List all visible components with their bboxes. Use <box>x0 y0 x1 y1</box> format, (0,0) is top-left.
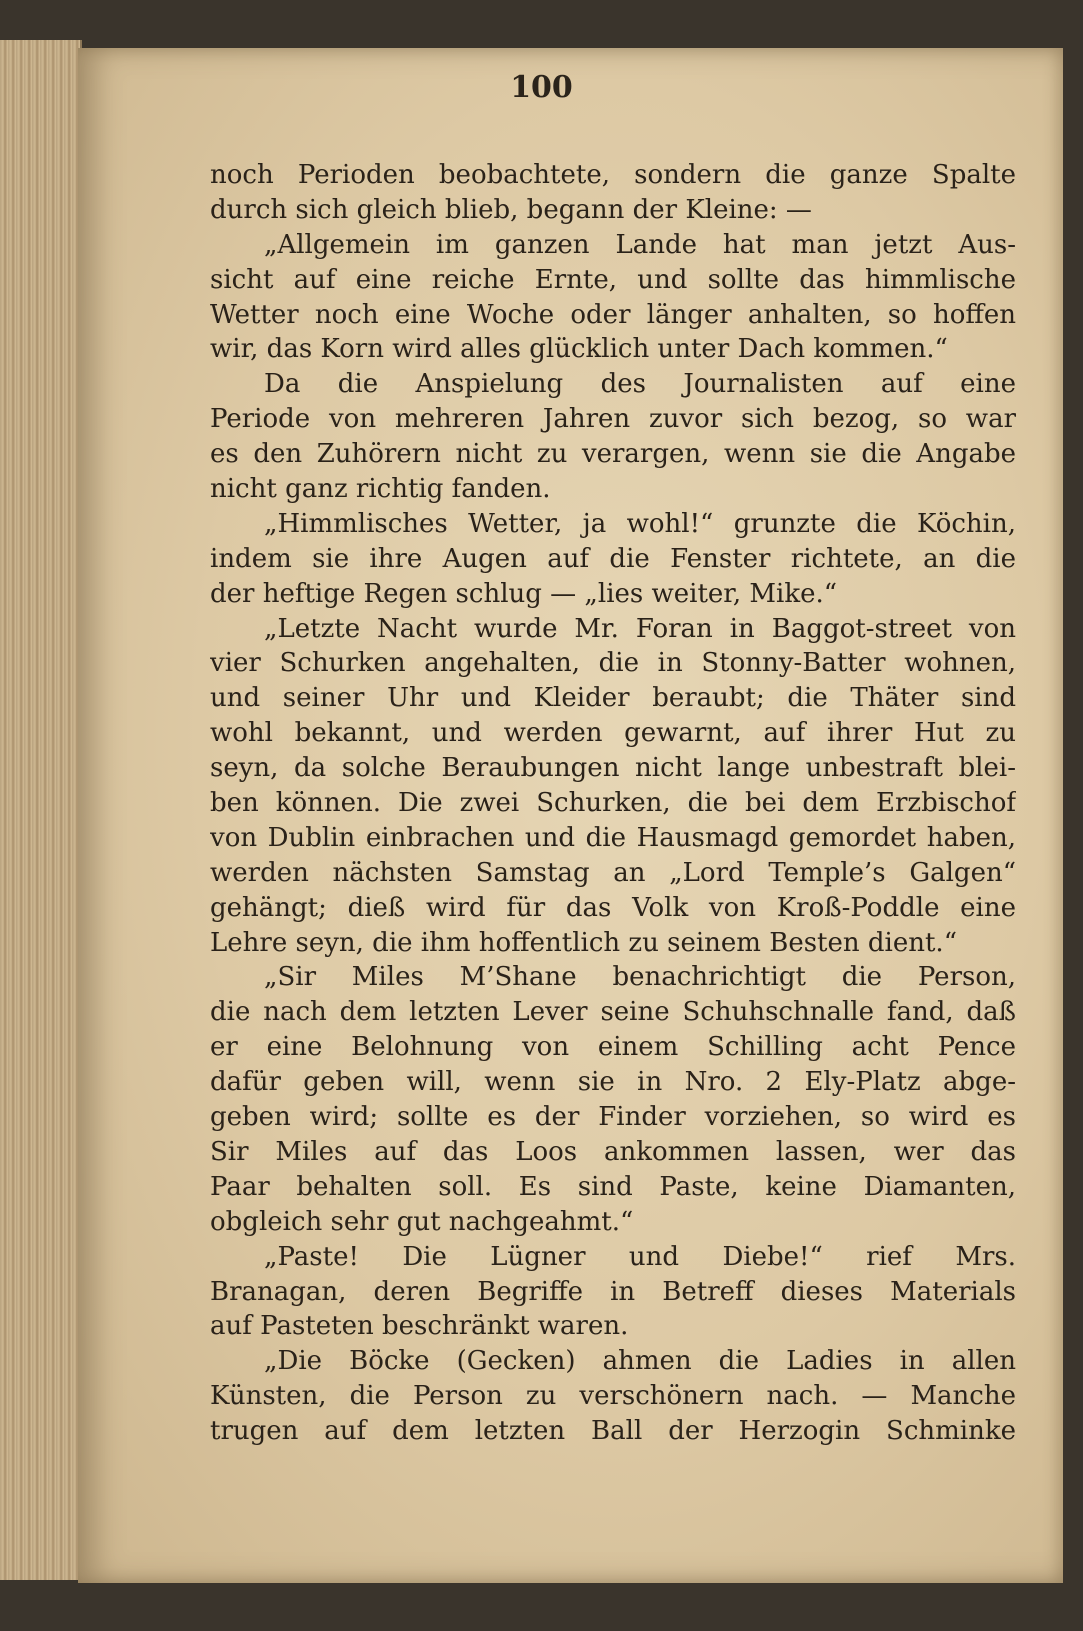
text-line: auf Pasteten beschränkt waren. <box>210 1311 629 1342</box>
text-line: nicht ganz richtig fanden. <box>210 474 551 505</box>
text-line: Sir Miles auf das Loos ankommen lassen, wer das <box>210 1136 1016 1167</box>
text-line: obgleich sehr gut nachgeahmt.“ <box>210 1206 634 1237</box>
text-line: wohl bekannt, und werden gewarnt, auf ihrer Hut zu <box>210 718 1016 749</box>
text-line: „Allgemein im ganzen Lande hat man jetzt Aus- <box>264 229 1016 260</box>
text-line: trugen auf dem letzten Ball der Herzogin Schminke <box>210 1416 1016 1447</box>
text-line: sicht auf eine reiche Ernte, und sollte das himmlische <box>210 264 1016 295</box>
text-line: Lehre seyn, die ihm hoffentlich zu seinem Besten dient.“ <box>210 927 957 958</box>
text-line: „Sir Miles M’Shane benachrichtigt die Person, <box>264 962 1016 993</box>
text-line: Paar behalten soll. Es sind Paste, keine Diamanten, <box>210 1171 1016 1202</box>
text-line: „Himmlisches Wetter, ja wohl!“ grunzte die Köchin, <box>264 508 1016 539</box>
text-line: Da die Anspielung des Journalisten auf eine <box>264 369 1016 400</box>
text-line: geben wird; sollte es der Finder vorziehen, so wird es <box>210 1102 1016 1133</box>
text-line: „Die Böcke (Gecken) ahmen die Ladies in allen <box>264 1346 1016 1377</box>
text-line: Branagan, deren Begriffe in Betreff dieses Materials <box>210 1276 1016 1307</box>
text-line: der heftige Regen schlug — „lies weiter, Mike.“ <box>210 578 838 609</box>
text-line: „Paste! Die Lügner und Diebe!“ rief Mrs. <box>264 1241 1016 1272</box>
text-line: Künsten, die Person zu verschönern nach. — Manche <box>210 1381 1016 1412</box>
text-line: werden nächsten Samstag an „Lord Temple’s Galgen“ <box>210 857 1016 888</box>
text-line: von Dublin einbrachen und die Hausmagd gemordet haben, <box>210 822 1016 853</box>
text-line: noch Perioden beobachtete, sondern die ganze Spalte <box>210 160 1016 190</box>
text-line: er eine Belohnung von einem Schilling acht Pence <box>210 1032 1016 1063</box>
page-number: 100 <box>510 70 573 105</box>
text-line: dafür geben will, wenn sie in Nro. 2 Ely-Platz abge- <box>210 1067 1016 1098</box>
text-line: es den Zuhörern nicht zu verargen, wenn sie die Angabe <box>210 439 1016 470</box>
text-line: Wetter noch eine Woche oder länger anhalten, so hoffen <box>210 299 1016 330</box>
text-line: die nach dem letzten Lever seine Schuhschnalle fand, daß <box>210 997 1016 1028</box>
text-line: seyn, da solche Beraubungen nicht lange unbestraft blei- <box>210 753 1016 784</box>
text-line: indem sie ihre Augen auf die Fenster richtete, an die <box>210 543 1016 574</box>
text-line: vier Schurken angehalten, die in Stonny-Batter wohnen, <box>210 648 1016 679</box>
text-line: und seiner Uhr und Kleider beraubt; die Thäter sind <box>210 683 1016 714</box>
page-body-text <box>210 158 1016 1449</box>
text-line: Periode von mehreren Jahren zuvor sich bezog, so war <box>210 404 1016 435</box>
book-page-edges <box>0 40 82 1580</box>
text-line: durch sich gleich blieb, begann der Kleine: — <box>210 194 812 225</box>
text-line: ben können. Die zwei Schurken, die bei dem Erzbischof <box>210 788 1016 819</box>
text-line: wir, das Korn wird alles glücklich unter Dach kommen.“ <box>210 334 948 365</box>
text-line: gehängt; dieß wird für das Volk von Kroß-Poddle eine <box>210 892 1016 923</box>
text-line: „Letzte Nacht wurde Mr. Foran in Baggot-street von <box>264 613 1016 644</box>
